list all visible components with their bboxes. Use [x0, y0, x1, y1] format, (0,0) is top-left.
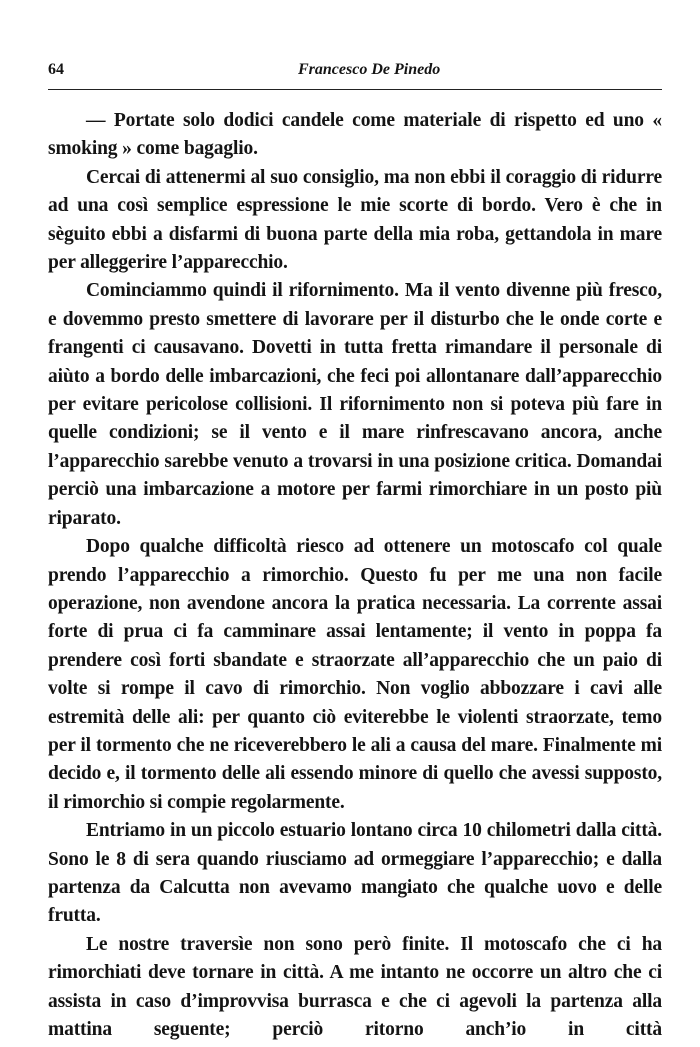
- page-header: [48, 55, 662, 90]
- paragraph: — Portate solo dodici candele come materiale di rispetto ed uno « smoking » come bagaglio.: [48, 110, 662, 160]
- running-head: Francesco De Pinedo: [298, 61, 441, 78]
- body-text: [48, 107, 662, 1044]
- paragraph: Dopo qualche difficoltà riesco ad ottenere un motoscafo col quale prendo l’apparecchio a rimorchio. Questo fu per me una non facile operazione, non avendone ancora la pratica necessaria. La corrente assai forte di prua ci fa camminare assai lentamente; il vento in poppa fa prendere così forti sbandate e straorzate all’apparecchio che un paio di volte si rompe il cavo di rimorchio. Non voglio abbozzare i cavi alle estremità delle ali: per quanto ciò eviterebbe le violenti straorzate, temo per il tormento che ne riceverebbero le ali a causa del mare. Finalmente mi decido e, il tormento delle ali essendo minore di quello che avessi supposto, il rimorchio si compie regolarmente.: [48, 536, 662, 813]
- paragraph: Cercai di attenermi al suo consiglio, ma non ebbi il coraggio di ridurre ad una così semplice espressione le mie scorte di bordo. Vero è che in sèguito ebbi a disfarmi di buona parte della mia roba, gettandola in mare per alleggerire l’apparecchio.: [48, 166, 662, 274]
- page-number: 64: [48, 61, 64, 78]
- paragraph: Cominciammo quindi il rifornimento. Ma il vento divenne più fresco, e dovemmo presto smettere di lavorare per il disturbo che le onde corte e frangenti ci causavano. Dovetti in tutta fretta rimandare il personale di aiùto a bordo delle imbarcazioni, che feci poi allontanare dall’apparecchio per evitare pericolose collisioni. Il rifornimento non si poteva più fare in quelle condizioni; se il vento e il mare rinfrescavano ancora, anche l’apparecchio sarebbe venuto a trovarsi in una posizione critica. Domandai perciò una imbarcazione a motore per farmi rimorchiare in un posto più riparato.: [48, 280, 662, 529]
- paragraph: Le nostre traversìe non sono però finite. Il motoscafo che ci ha rimorchiati deve tornare in città. A me intanto ne occorre un altro che ci assista in caso d’improvvisa burrasca e che ci agevoli la partenza alla mattina seguente; perciò ritorno anch’io in città: [48, 933, 662, 1040]
- paragraph: Entriamo in un piccolo estuario lontano circa 10 chilometri dalla città. Sono le 8 di sera quando riusciamo ad ormeggiare l’apparecchio; e dalla partenza da Calcutta non avevamo mangiato che qualche uovo e delle frutta.: [48, 820, 662, 927]
